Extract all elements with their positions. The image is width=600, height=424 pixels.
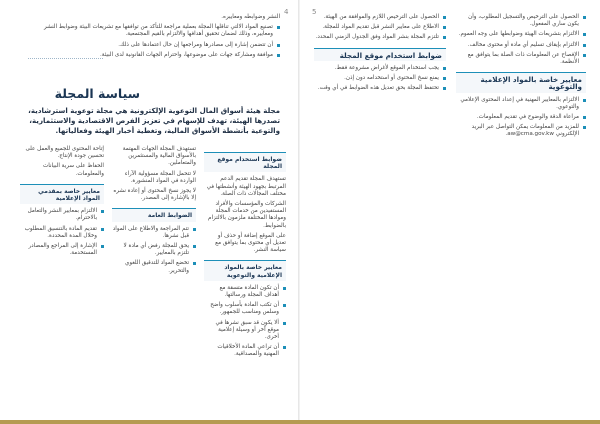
section-heading: ضوابط استخدام موقع المجلة xyxy=(314,48,446,61)
list-item: موافقة ومشاركة جهات على موضوعها، واحترام الجهات القانونية لدى البيئة. xyxy=(26,52,280,59)
list-item: الإشارة إلى المراجع والمصادر المستخدمة. xyxy=(20,243,104,257)
list-item: الاطلاع على معايير النشر قبل تقديم المواد للمجلة. xyxy=(314,24,446,31)
list-item: الإفصاح عن المعلومات ذات الصلة بما يتوافق مع الأنظمة. xyxy=(456,52,586,66)
list-item: تلتزم المجلة بنشر المواد وفق الجدول الزمني المحدد. xyxy=(314,34,446,41)
paragraph: الشركات والمؤسسات والأفراد المستفيدين من خدمات المجلة وموادها المختلفة ملزمون بالالتزام بالضوابط. xyxy=(208,201,286,229)
list-item: الحصول على الترخيص والتسجيل المطلوب، وأن يكون ساري المفعول. xyxy=(456,14,586,28)
intro-paragraph: مجلة هيئة أسواق المال التوعوية الإلكترونية هي مجلة توعوية استرشادية، تصدرها الهيئة، تهدف للإسهام في تعزيز الفرص الاقتصادية والاستثمارية، والتوعية بأنشطة الأسواق المالية، وتغطية أخبار الهيئة وفعالياتها. xyxy=(28,106,280,135)
list-item: ألا يكون قد سبق نشرها في موقع آخر أو وسيلة إعلامية أخرى. xyxy=(204,320,286,342)
list-item: أن تكون المادة متسقة مع أهداف المجلة ورسالتها. xyxy=(204,285,286,299)
list-item: مراعاة الدقة والوضوح في تقديم المعلومات. xyxy=(456,114,586,121)
column-right xyxy=(204,146,286,362)
right-page xyxy=(300,0,600,424)
section-heading: معايير خاصة بمقدمي المواد الإعلامية xyxy=(20,184,104,204)
gold-footer-band xyxy=(0,420,600,424)
list-item: أن تكتب المادة بأسلوب واضح وسلس ومناسب للجمهور. xyxy=(204,302,286,316)
section-heading: الضوابط العامة xyxy=(112,208,196,221)
list-item: يحق للمجلة رفض أي مادة لا تلتزم بالمعايير. xyxy=(112,243,196,257)
list-item: الالتزام بتشريعات الهيئة وضوابطها على وجه العموم. xyxy=(456,31,586,38)
list-item: الالتزام بالمعايير المهنية في إعداد المحتوى الإعلامي والتوعوي. xyxy=(456,97,586,111)
paragraph: إتاحة المحتوى للجميع والعمل على تحسين جودة الإنتاج. xyxy=(25,146,104,160)
list-item: تصنيع المواد الالتي تناقلها المجلة بعملية مراجعة للتأكد من توافقها مع تشريعات البيئة وضوابط النشر ومعاييره، وذلك لضمان تحقيق أهدافها والالتزام بالقيم المجتمعية. xyxy=(26,24,280,38)
section-heading: معايير خاصة بالمواد الإعلامية والتوعوية xyxy=(456,72,586,92)
column-middle xyxy=(112,146,196,278)
paragraph: لا تتحمل المجلة مسؤولية الآراء الواردة في المواد المنشورة. xyxy=(124,170,196,184)
paragraph: الحفاظ على سرية البيانات والمعلومات. xyxy=(43,163,104,177)
column-left xyxy=(314,14,446,95)
list-item: تحتفظ المجلة بحق تعديل هذه الضوابط في أي وقت. xyxy=(314,85,446,92)
section-heading: معايير خاصة بالمواد الإعلامية والتوعوية xyxy=(204,260,286,280)
list-item: أن تراعي المادة الأخلاقيات المهنية والمصداقية. xyxy=(204,344,286,358)
top-text-column xyxy=(26,14,280,62)
list-item: يمنع نسخ المحتوى أو استخدامه دون إذن. xyxy=(314,75,446,82)
paragraph: لا يجوز نسخ المحتوى أو إعادة نشره إلا بالإشارة إلى المصدر. xyxy=(113,188,196,202)
list-item: تقديم المادة بالتنسيق المطلوب وخلال المدة المحددة. xyxy=(20,226,104,240)
page-number-right: 5 xyxy=(312,8,317,16)
section-heading: ضوابط استخدام موقع المجلة xyxy=(204,152,286,172)
list-item: الحصول على الترخيص اللازم والموافقة من الهيئة. xyxy=(314,14,446,21)
paragraph: تستهدف المجلة الجهات المهتمة بالأسواق المالية والمستثمرين والمتعاملين. xyxy=(122,146,196,167)
list-item: أن تتضمن إشارة إلى مصادرها ومراجعها إن حال اعتمادها على ذلك. xyxy=(26,42,280,49)
list-item: الالتزام بمعايير النشر والتعامل بالاحترام. xyxy=(20,208,104,222)
list-item: تتم المراجعة والاطلاع على المواد قبل نشرها. xyxy=(112,226,196,240)
list-item: يجب استخدام الموقع لأغراض مشروعة فقط. xyxy=(314,65,446,72)
list-item: تخضع المواد للتدقيق اللغوي والتحرير. xyxy=(112,260,196,274)
column-right xyxy=(456,14,586,142)
paragraph: على الموقع إضافة أو حذف أو تعديل أي محتوى بما يتوافق مع سياسة النشر. xyxy=(215,232,286,254)
list-item: للمزيد من المعلومات يمكن التواصل عبر البريد الإلكتروني aw@cma.gov.kw. xyxy=(456,124,586,138)
paragraph: النشر وضوابطه ومعاييره. xyxy=(221,14,280,20)
column-left xyxy=(20,146,104,260)
page-title: سياسة المجلة xyxy=(54,86,140,101)
paragraph: تستهدف المجلة تقديم الدعم المرتبط بجهود الهيئة وأنشطتها في مختلف المجالات ذات الصلة. xyxy=(206,176,286,197)
list-item: الالتزام بإيقاف تسليم أي مادة أو محتوى مخالف. xyxy=(456,42,586,49)
page-number-left: 4 xyxy=(284,8,289,16)
